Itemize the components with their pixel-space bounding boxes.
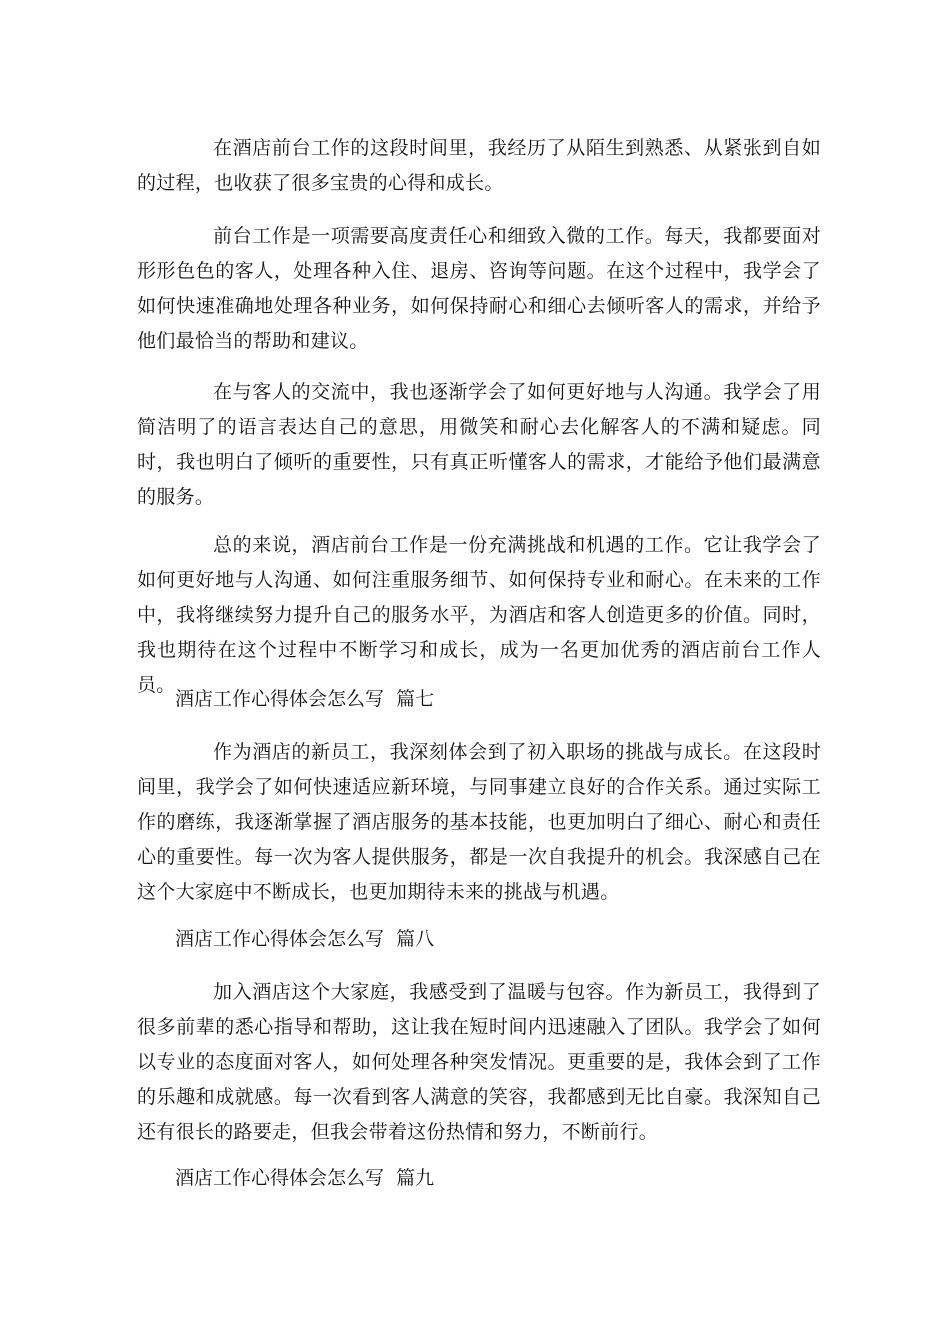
- section-8-paragraph: 加入酒店这个大家庭，我感受到了温暖与包容。作为新员工，我得到了很多前辈的悉心指导和帮助，这让我在短时间内迅速融入了团队。我学会了如何以专业的态度面对客人，如何处理各种突发情况。更重要的是，我体会到了工作的乐趣和成就感。每一次看到客人满意的笑容，我都感到无比自豪。我深知自己还有很长的路要走，但我会带着这份热情和努力，不断前行。: [137, 981, 821, 1143]
- section-7-paragraph: 作为酒店的新员工，我深刻体会到了初入职场的挑战与成长。在这段时间里，我学会了如何快速适应新环境，与同事建立良好的合作关系。通过实际工作的磨练，我逐渐掌握了酒店服务的基本技能，也更加明白了细心、耐心和责任心的重要性。每一次为客人提供服务，都是一次自我提升的机会。我深感自己在这个大家庭中不断成长，也更加期待未来的挑战与机遇。: [137, 741, 821, 903]
- paragraph-front-desk-duties: 前台工作是一项需要高度责任心和细致入微的工作。每天，我都要面对形形色色的客人，处理各种入住、退房、咨询等问题。在这个过程中，我学会了如何快速准确地处理各种业务，如何保持耐心和细心去倾听客人的需求，并给予他们最恰当的帮助和建议。: [137, 225, 821, 352]
- section-heading-7: 酒店工作心得体会怎么写 篇七: [175, 688, 435, 710]
- paragraph-communication: 在与客人的交流中，我也逐渐学会了如何更好地与人沟通。我学会了用简洁明了的语言表达自己的意思，用微笑和耐心去化解客人的不满和疑虑。同时，我也明白了倾听的重要性，只有真正听懂客人的需求，才能给予他们最满意的服务。: [137, 381, 821, 508]
- section-heading-9: 酒店工作心得体会怎么写 篇九: [175, 1167, 435, 1189]
- paragraph-intro: 在酒店前台工作的这段时间里，我经历了从陌生到熟悉、从紧张到自如的过程，也收获了很多宝贵的心得和成长。: [137, 137, 821, 194]
- section-heading-8: 酒店工作心得体会怎么写 篇八: [175, 928, 435, 950]
- paragraph-summary: 总的来说，酒店前台工作是一份充满挑战和机遇的工作。它让我学会了如何更好地与人沟通、如何注重服务细节、如何保持专业和耐心。在未来的工作中，我将继续努力提升自己的服务水平，为酒店和客人创造更多的价值。同时，我也期待在这个过程中不断学习和成长，成为一名更加优秀的酒店前台工作人员。: [137, 534, 821, 696]
